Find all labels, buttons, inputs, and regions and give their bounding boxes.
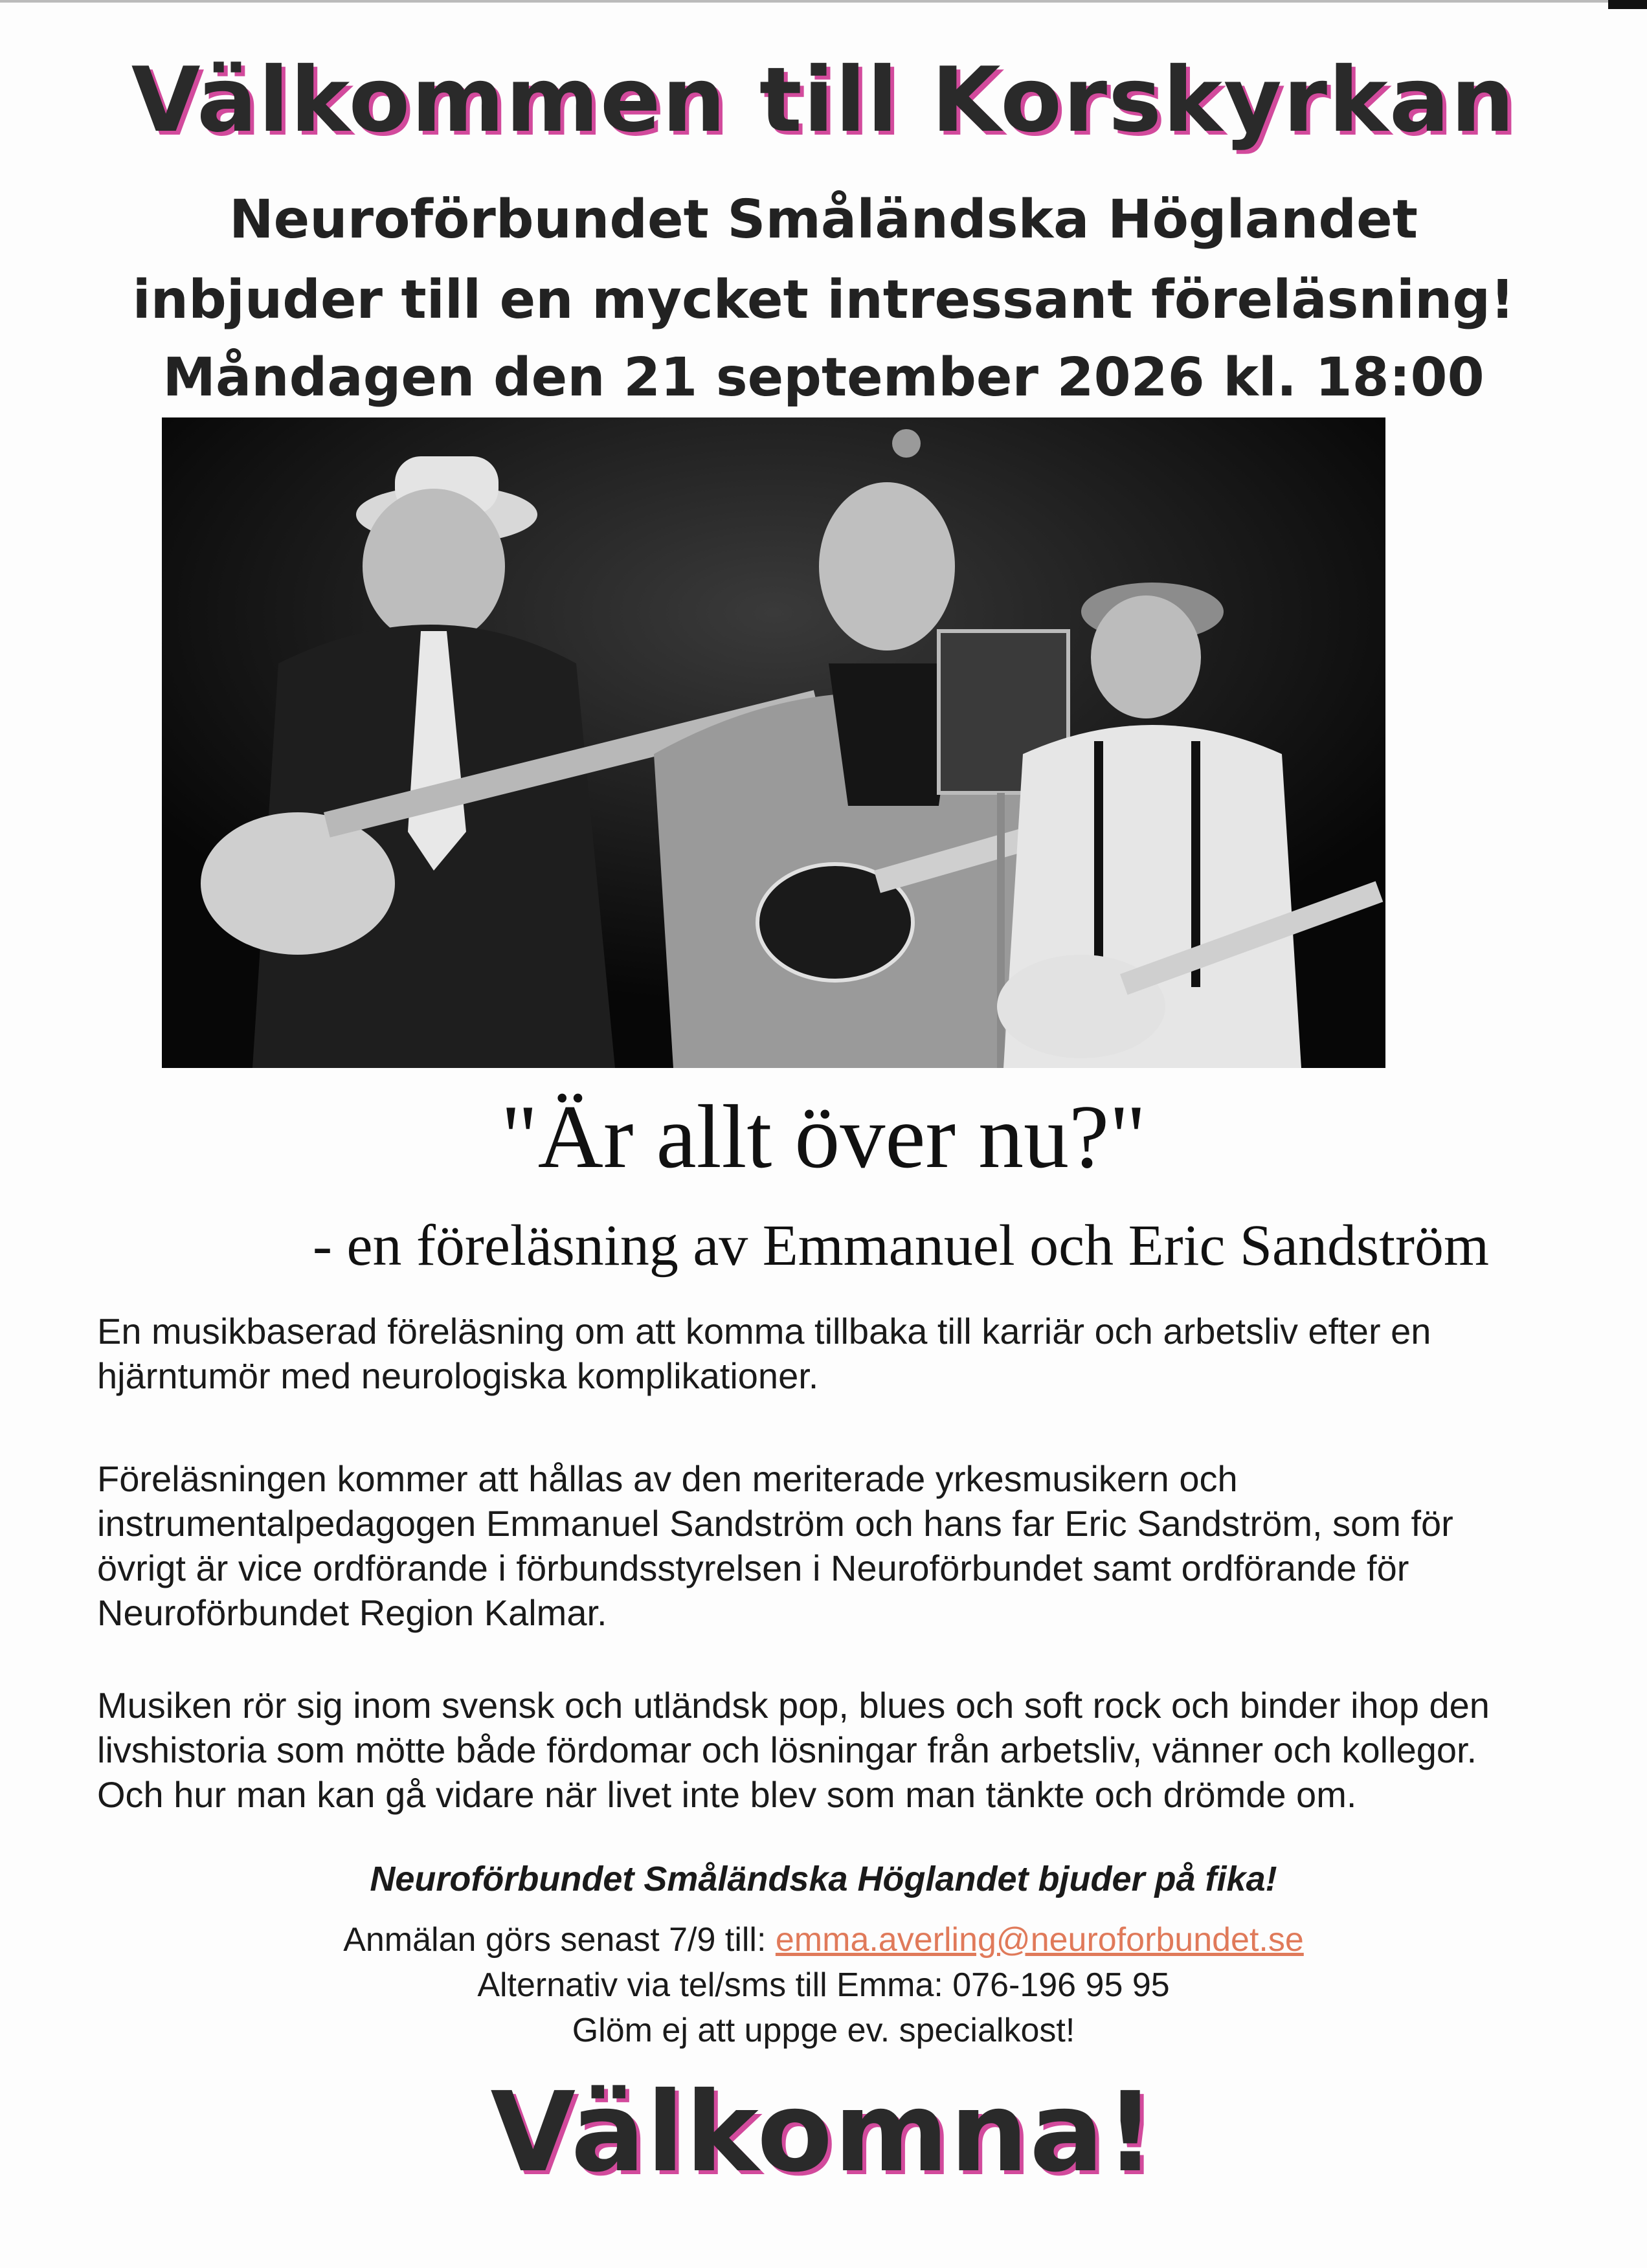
page-title: Välkommen till Korskyrkan	[131, 48, 1516, 152]
signup-email-link[interactable]: emma.averling@neuroforbundet.se	[775, 1921, 1304, 1959]
date-time-line: Måndagen den 21 september 2026 kl. 18:00	[162, 347, 1485, 408]
scan-corner-mark	[1608, 0, 1647, 9]
invitation-line: inbjuder till en mycket intressant föreläsning!	[132, 269, 1515, 331]
closing-welcome: Välkomna!	[490, 2069, 1157, 2197]
lecture-byline: - en föreläsning av Emmanuel och Eric Sandström	[313, 1214, 1489, 1278]
phone-alternative: Alternativ via tel/sms till Emma: 076-196 95 95	[477, 1966, 1170, 2004]
scan-edge-line	[0, 0, 1647, 3]
lecture-title: "Är allt över nu?"	[500, 1087, 1147, 1187]
band-photo	[162, 417, 1385, 1068]
signup-line	[0, 1917, 1647, 1962]
music-paragraph: Musiken rör sig inom svensk och utländsk pop, blues och soft rock och binder ihop den livshistoria som mötte både fördomar och lösningar från arbetsliv, vänner och kollegor. Och hur man kan gå vidare när livet inte blev som man tänkte och drömde om.	[97, 1685, 1490, 1815]
description-paragraph: En musikbaserad föreläsning om att komma tillbaka till karriär och arbetsliv efter en hjärntumör med neurologiska komplikationer.	[97, 1311, 1431, 1396]
speakers-paragraph: Föreläsningen kommer att hållas av den meriterade yrkesmusikern och instrumentalpedagogen Emmanuel Sandström och hans far Eric Sandström, som för övrigt är vice ordförande i förbundsstyrelsen i Neuroförbundet samt ordförande för Neuroförbundet Region Kalmar.	[97, 1458, 1453, 1633]
organizer-line: Neuroförbundet Småländska Höglandet	[229, 189, 1418, 250]
diet-reminder: Glöm ej att uppge ev. specialkost!	[572, 2012, 1075, 2049]
fika-note: Neuroförbundet Småländska Höglandet bjuder på fika!	[370, 1860, 1277, 1898]
signup-text: Anmälan görs senast 7/9 till:	[343, 1921, 767, 1959]
